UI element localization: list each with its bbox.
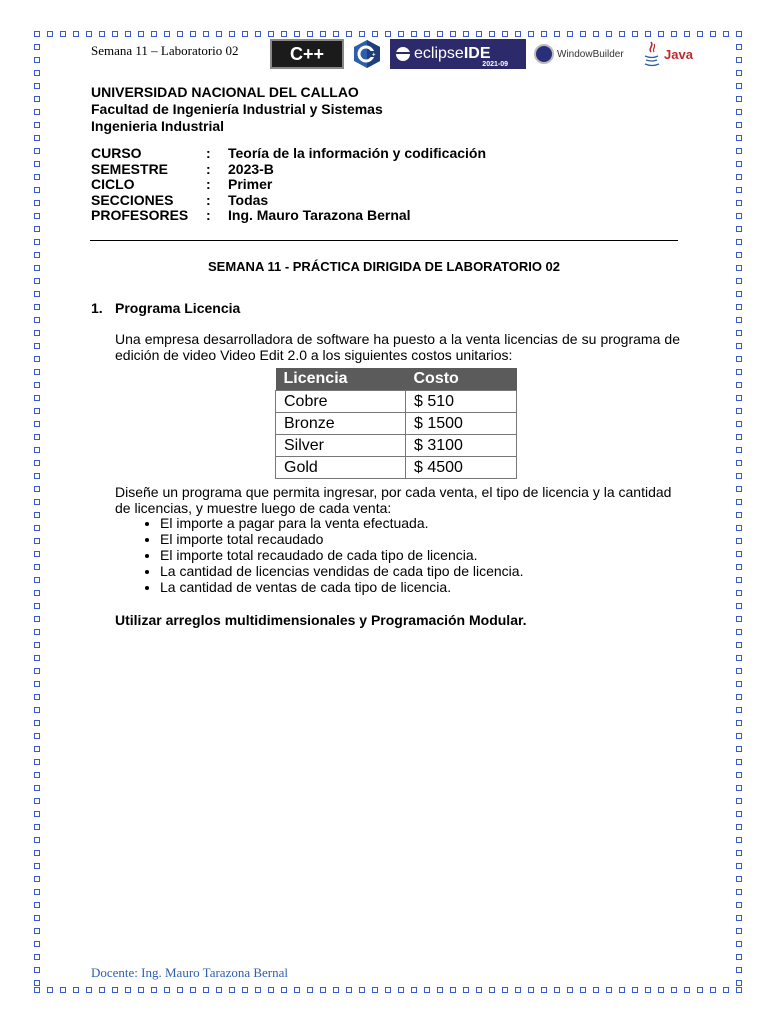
- info-sep: :: [206, 145, 211, 161]
- table-row: [276, 435, 517, 457]
- eclipse-label: eclipse: [414, 45, 464, 62]
- info-key: SEMESTRE: [91, 160, 169, 177]
- table-row: [276, 413, 517, 435]
- eclipse-icon: [396, 47, 410, 61]
- license-table: [275, 368, 517, 479]
- university-name: UNIVERSIDAD NACIONAL DEL CALLAO: [91, 84, 359, 100]
- document-title: SEMANA 11 - PRÁCTICA DIRIGIDA DE LABORATORIO 02: [208, 259, 560, 274]
- windowbuilder-logo: [534, 44, 634, 64]
- info-sep: :: [206, 191, 211, 208]
- eclipse-version: 2021-09: [482, 61, 508, 68]
- table-cell: $ 3100: [406, 435, 517, 457]
- list-item: • El importe total recaudado: [160, 531, 523, 547]
- info-value: Teoría de la información y codificación: [228, 145, 487, 161]
- info-value: Ing. Mauro Tarazona Bernal: [228, 207, 411, 223]
- eclipse-ide-logo: [390, 39, 526, 69]
- section-title: Programa Licencia: [115, 300, 241, 316]
- table-cell: Silver: [276, 435, 406, 457]
- program-name: Ingenieria Industrial: [91, 118, 225, 134]
- windowbuilder-label: WindowBuilder: [557, 48, 624, 60]
- table-cell: Gold: [276, 457, 406, 479]
- list-item: • La cantidad de ventas de cada tipo de licencia.: [160, 579, 523, 595]
- java-logo: [642, 40, 693, 68]
- table-cell: $ 4500: [406, 457, 517, 479]
- svg-text:+: +: [372, 52, 376, 59]
- intro-paragraph: Una empresa desarrolladora de software ha puesto a la venta licencias de su programa de edición de video Video Edit 2.0 a los siguientes costos unitarios:: [115, 331, 680, 363]
- methodology-note: Utilizar arreglos multidimensionales y Programación Modular.: [115, 612, 527, 628]
- course-info-row: [91, 177, 486, 193]
- eclipse-ide-label: IDE: [463, 45, 491, 62]
- table-cell: $ 1500: [406, 413, 517, 435]
- list-item: • El importe total recaudado de cada tipo de licencia.: [160, 547, 523, 563]
- table-header-row: [276, 368, 517, 391]
- course-info-row: [91, 162, 486, 178]
- course-info-row: [91, 193, 486, 209]
- list-item: • La cantidad de licencias vendidas de cada tipo de licencia.: [160, 563, 523, 579]
- page-border-bottom: [34, 987, 742, 993]
- devcpp-logo-label: C++: [289, 43, 325, 64]
- footer-text: Docente: Ing. Mauro Tarazona Bernal: [91, 965, 289, 980]
- info-value: Todas: [228, 191, 269, 208]
- table-cell: Cobre: [276, 391, 406, 413]
- windowbuilder-icon: [534, 44, 554, 64]
- table-row: [276, 391, 517, 413]
- info-sep: :: [206, 176, 211, 192]
- logo-strip: [270, 38, 693, 70]
- page-border-right: [736, 31, 742, 993]
- table-cell: Bronze: [276, 413, 406, 435]
- requirements-list: [135, 515, 523, 595]
- table-cell: $ 510: [406, 391, 517, 413]
- header-text: Semana 11 – Laboratorio 02: [91, 43, 239, 58]
- list-item: • El importe a pagar para la venta efectuada.: [160, 515, 523, 531]
- horizontal-divider: [90, 240, 678, 241]
- info-value: Primer: [228, 176, 273, 192]
- java-label: Java: [664, 46, 693, 62]
- java-cup-icon: [642, 40, 662, 68]
- info-sep: :: [206, 160, 211, 177]
- institution-block: [91, 84, 383, 135]
- table-row: [276, 457, 517, 479]
- info-value: 2023-B: [228, 160, 274, 177]
- page-border-top: [34, 31, 742, 37]
- info-key: SECCIONES: [91, 191, 174, 208]
- section-number: 1.: [91, 300, 103, 316]
- course-info-row: [91, 146, 486, 162]
- instructions-paragraph: Diseñe un programa que permita ingresar, por cada venta, el tipo de licencia y la cantidad de licencias, y muestre luego de cada venta:: [115, 484, 672, 516]
- table-header-license: Licencia: [276, 368, 406, 391]
- info-key: PROFESORES: [91, 207, 189, 223]
- c-hexagon-icon: [352, 39, 382, 69]
- table-header-cost: Costo: [406, 368, 517, 391]
- section-heading: [91, 300, 240, 316]
- info-key: CURSO: [91, 145, 142, 161]
- info-key: CICLO: [91, 176, 135, 192]
- devcpp-logo: [270, 39, 344, 69]
- course-info-row: [91, 208, 486, 224]
- faculty-name: Facultad de Ingeniería Industrial y Sistemas: [91, 101, 383, 117]
- course-info: [91, 146, 486, 224]
- info-sep: :: [206, 207, 211, 223]
- page-border-left: [34, 31, 40, 993]
